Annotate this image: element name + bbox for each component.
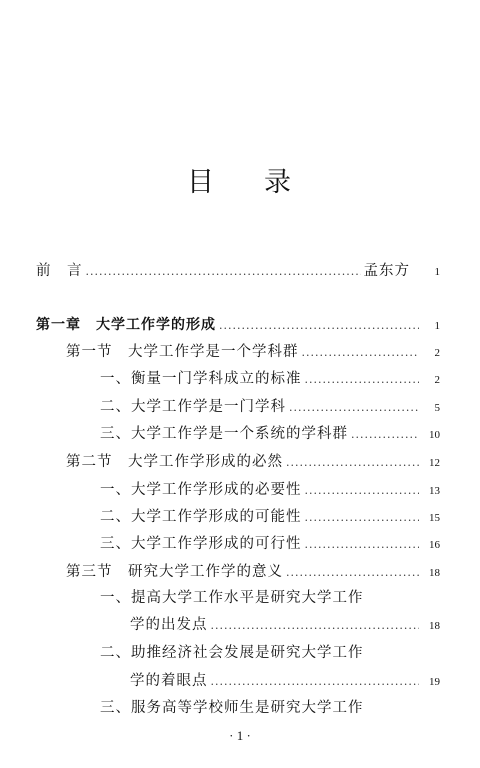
toc-entry-1-1[interactable] (100, 367, 440, 391)
leader-dots (286, 451, 419, 475)
toc-entry-label: 一、衡量一门学科成立的标准 (100, 371, 302, 387)
toc-entry-page: 19 (429, 676, 440, 688)
toc-entry-1-2[interactable] (100, 395, 440, 419)
toc-entry-label: 第一章 大学工作学的形成 (36, 317, 216, 333)
toc-entry-3-2-line1[interactable]: 二、助推经济社会发展是研究大学工作 (100, 645, 364, 661)
leader-dots (211, 614, 420, 638)
leader-dots (219, 314, 419, 338)
toc-entry-3-2[interactable] (130, 669, 440, 693)
title-char-2: 录 (264, 167, 293, 198)
toc-entry-page: 18 (429, 620, 440, 632)
toc-entry-chapter-1[interactable] (36, 313, 440, 337)
page-title (0, 160, 480, 199)
toc-entry-label: 第二节 大学工作学形成的必然 (66, 454, 283, 470)
toc-entry-3-3-line1[interactable]: 三、服务高等学校师生是研究大学工作 (100, 700, 364, 716)
leader-dots (305, 479, 420, 503)
toc-entry-label: 学的出发点 (130, 617, 208, 633)
toc-entry-label: 前 言 (36, 263, 83, 279)
toc-entry-author: 孟东方 (363, 263, 410, 279)
toc-entry-label: 一、大学工作学形成的必要性 (100, 482, 302, 498)
toc-entry-section-2[interactable] (66, 450, 440, 474)
leader-dots (305, 368, 420, 392)
toc-entry-label: 第三节 研究大学工作学的意义 (66, 564, 283, 580)
toc-entry-page: 15 (429, 512, 440, 524)
toc-entry-2-3[interactable] (100, 532, 440, 556)
toc-entry-section-1[interactable] (66, 340, 440, 364)
leader-dots (289, 396, 419, 420)
toc-entry-3-1[interactable] (130, 613, 440, 637)
toc-entry-label: 三、大学工作学是一个系统的学科群 (100, 426, 348, 442)
leader-dots (286, 561, 419, 585)
toc-entry-1-3[interactable] (100, 422, 440, 446)
toc-entry-page: 5 (434, 402, 440, 414)
leader-dots (351, 423, 419, 447)
leader-dots (305, 533, 420, 557)
toc-entry-page: 1 (434, 266, 440, 278)
leader-dots (211, 670, 420, 694)
toc-entry-page: 2 (434, 347, 440, 359)
title-char-1: 目 (187, 167, 216, 198)
toc-entry-3-1-line1[interactable]: 一、提高大学工作水平是研究大学工作 (100, 590, 364, 606)
toc-entry-section-3[interactable] (66, 560, 440, 584)
toc-entry-page: 18 (429, 567, 440, 579)
toc-entry-page: 1 (434, 320, 440, 332)
toc-entry-page: 10 (429, 429, 440, 441)
toc-entry-label: 学的着眼点 (130, 673, 208, 689)
toc-entry-preface[interactable] (36, 259, 440, 283)
leader-dots (302, 341, 420, 365)
toc-entry-page: 16 (429, 539, 440, 551)
page-number: · 1 · (229, 728, 251, 743)
toc-entry-label: 二、大学工作学是一门学科 (100, 399, 286, 415)
leader-dots (305, 506, 420, 530)
toc-entry-2-1[interactable] (100, 478, 440, 502)
toc-entry-page: 2 (434, 374, 440, 386)
leader-dots (86, 260, 361, 284)
toc-entry-label: 二、大学工作学形成的可能性 (100, 509, 302, 525)
toc-entry-page: 13 (429, 485, 440, 497)
toc-entry-page: 12 (429, 457, 440, 469)
toc-entry-2-2[interactable] (100, 505, 440, 529)
toc-entry-label: 三、大学工作学形成的可行性 (100, 536, 302, 552)
toc-entry-label: 第一节 大学工作学是一个学科群 (66, 344, 299, 360)
